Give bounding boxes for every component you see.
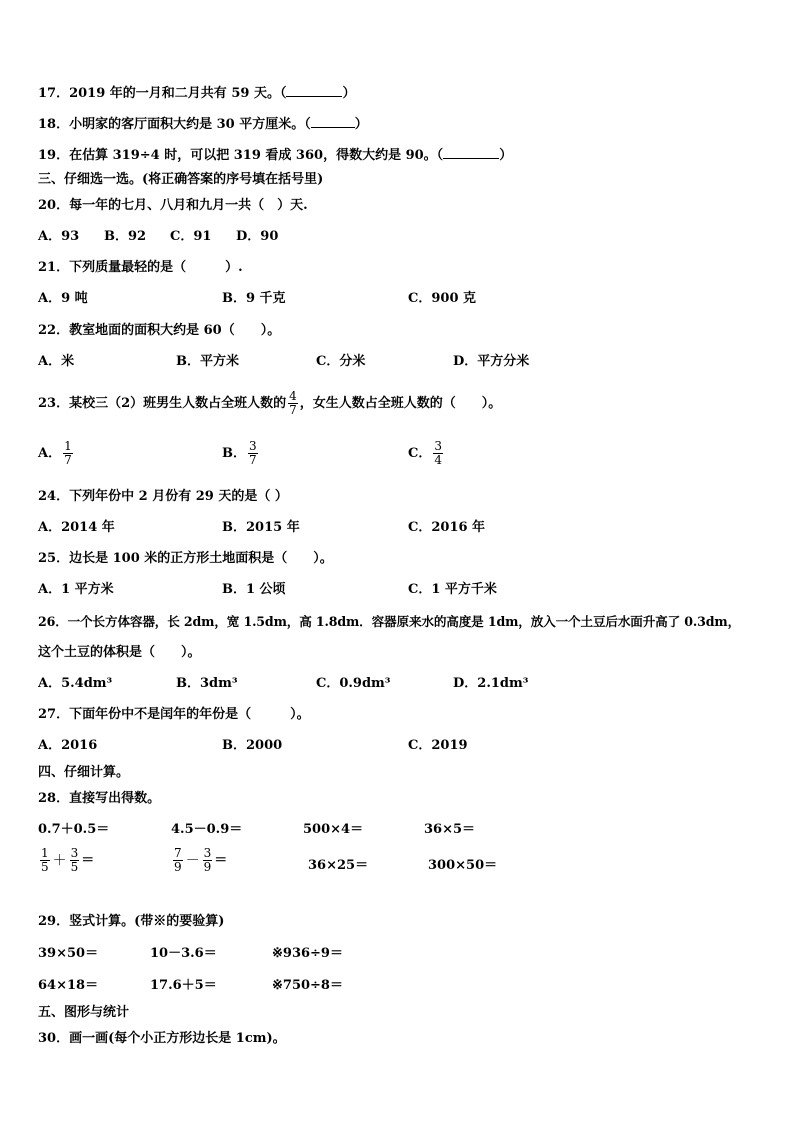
question-26-line-1: 26．一个长方体容器，长 2dm，宽 1.5dm，高 1.8dm．容器原来水的高度是 1dm，放入一个土豆后水面升高了 0.3dm， (38, 614, 741, 629)
answer-blank[interactable] (443, 146, 499, 159)
fraction (173, 847, 183, 874)
q23-option-c[interactable] (408, 440, 445, 467)
question-29: 29．竖式计算。(带※的要验算) (38, 914, 225, 929)
question-28: 28．直接写出得数。 (38, 791, 161, 806)
q21-option-b[interactable]: B．9 千克 (222, 291, 286, 306)
question-17 (38, 84, 355, 102)
q26-option-b[interactable]: B．3dm³ (176, 676, 238, 691)
section-3-heading: 三、仔细选一选。(将正确答案的序号填在括号里) (38, 172, 324, 187)
q23-option-a[interactable] (38, 440, 75, 467)
fraction (70, 847, 80, 874)
question-27: 27．下面年份中不是闰年的年份是（ ）。 (38, 707, 310, 722)
q29-calc-1: 39×50＝ (38, 946, 99, 961)
q25-option-c[interactable]: C．1 平方千米 (408, 582, 497, 597)
question-19 (38, 146, 512, 164)
question-30: 30．画一画(每个小正方形边长是 1cm)。 (38, 1031, 286, 1046)
question-22: 22．教室地面的面积大约是 60（ ）。 (38, 323, 281, 338)
q20-option-c[interactable]: C．91 (170, 229, 212, 244)
q28-calc-3: 500×4＝ (303, 822, 364, 837)
fraction-denominator: 7 (289, 403, 297, 417)
answer-blank[interactable] (311, 115, 355, 128)
q27-option-b[interactable]: B．2000 (222, 738, 283, 753)
fraction-denominator: 9 (174, 860, 182, 874)
q24-option-a[interactable]: A．2014 年 (38, 520, 115, 535)
question-23-text-post: ，女生人数占全班人数的（ ）。 (299, 396, 502, 411)
fraction-denominator: 5 (41, 860, 49, 874)
question-23 (38, 390, 501, 417)
question-17-close: ） (342, 86, 356, 101)
fraction-denominator: 9 (203, 860, 212, 874)
option-label: A． (38, 445, 62, 461)
option-label: B． (222, 445, 246, 461)
q22-option-a[interactable]: A．米 (38, 354, 75, 369)
fraction (203, 847, 213, 874)
q29-calc-3: ※936÷9＝ (272, 946, 343, 961)
equals-sign: ＝ (214, 852, 228, 868)
q24-option-c[interactable]: C．2016 年 (408, 520, 486, 535)
q25-option-a[interactable]: A．1 平方米 (38, 582, 114, 597)
q27-option-a[interactable]: A．2016 (38, 738, 98, 753)
option-fraction (433, 440, 443, 467)
question-21: 21．下列质量最轻的是（ ）. (38, 260, 243, 275)
question-20: 20．每一年的七月、八月和九月一共（ ）天. (38, 198, 308, 213)
question-18 (38, 115, 368, 133)
question-23-text-pre: 23．某校三（2）班男生人数占全班人数的 (38, 396, 287, 411)
q20-option-b[interactable]: B．92 (104, 229, 147, 244)
fraction-denominator: 7 (249, 453, 257, 467)
fraction-numerator: 4 (289, 389, 297, 403)
section-5-heading: 五、图形与统计 (38, 1005, 130, 1020)
q27-option-c[interactable]: C．2019 (408, 738, 468, 753)
question-26-line-2: 这个土豆的体积是（ ）。 (38, 645, 201, 660)
fraction-numerator: 3 (203, 846, 212, 860)
fraction-numerator: 3 (70, 846, 79, 860)
question-25: 25．边长是 100 米的正方形土地面积是（ ）。 (38, 551, 333, 566)
q20-option-a[interactable]: A．93 (38, 229, 80, 244)
section-4-heading: 四、仔细计算。 (38, 765, 130, 780)
fraction-numerator: 7 (174, 846, 182, 860)
q29-calc-2: 10－3.6＝ (150, 946, 217, 961)
option-label: C． (408, 445, 432, 461)
q28-calc-5: 36×25＝ (308, 858, 369, 873)
fraction-four-sevenths (288, 390, 298, 417)
q28-calc-2: 4.5－0.9＝ (171, 822, 243, 837)
q21-option-c[interactable]: C．900 克 (408, 291, 477, 306)
question-17-text: 17．2019 年的一月和二月共有 59 天。（ (38, 86, 287, 101)
answer-blank[interactable] (286, 84, 342, 97)
fraction-numerator: 1 (64, 439, 72, 453)
q28-calc-4: 36×5＝ (424, 822, 476, 837)
fraction-denominator: 7 (64, 453, 72, 467)
q23-option-b[interactable] (222, 440, 260, 467)
minus-operator: － (185, 852, 200, 869)
q29-calc-6: ※750÷8＝ (272, 978, 343, 993)
q26-option-c[interactable]: C．0.9dm³ (316, 676, 391, 691)
q29-calc-5: 17.6＋5＝ (150, 978, 217, 993)
fraction-numerator: 3 (434, 439, 442, 453)
q22-option-c[interactable]: C．分米 (316, 354, 366, 369)
option-fraction (248, 440, 258, 467)
q21-option-a[interactable]: A．9 吨 (38, 291, 88, 306)
q26-option-d[interactable]: D．2.1dm³ (453, 676, 529, 691)
q28-calc-6: 300×50＝ (428, 858, 498, 873)
fraction-denominator: 4 (434, 453, 442, 467)
fraction (40, 847, 50, 874)
plus-operator: ＋ (52, 852, 67, 869)
question-18-text: 18．小明家的客厅面积大约是 30 平方厘米。（ (38, 117, 311, 132)
q24-option-b[interactable]: B．2015 年 (222, 520, 300, 535)
q28-fraction-calc-2 (171, 847, 227, 874)
question-19-text: 19．在估算 319÷4 时，可以把 319 看成 360，得数大约是 90。（ (38, 148, 444, 163)
equals-sign: ＝ (81, 852, 95, 868)
question-19-close: ） (499, 148, 513, 163)
q22-option-b[interactable]: B．平方米 (176, 354, 239, 369)
fraction-numerator: 3 (249, 439, 257, 453)
q22-option-d[interactable]: D．平方分米 (453, 354, 530, 369)
q25-option-b[interactable]: B．1 公顷 (222, 582, 286, 597)
option-fraction (63, 440, 73, 467)
question-24: 24．下列年份中 2 月份有 29 天的是（ ） (38, 489, 288, 504)
q26-option-a[interactable]: A．5.4dm³ (38, 676, 113, 691)
q28-fraction-calc-1 (38, 847, 94, 874)
question-18-close: ） (354, 117, 368, 132)
q29-calc-4: 64×18＝ (38, 978, 99, 993)
fraction-denominator: 5 (70, 860, 79, 874)
q20-option-d[interactable]: D．90 (236, 229, 279, 244)
q28-calc-1: 0.7＋0.5＝ (38, 822, 110, 837)
fraction-numerator: 1 (41, 846, 49, 860)
